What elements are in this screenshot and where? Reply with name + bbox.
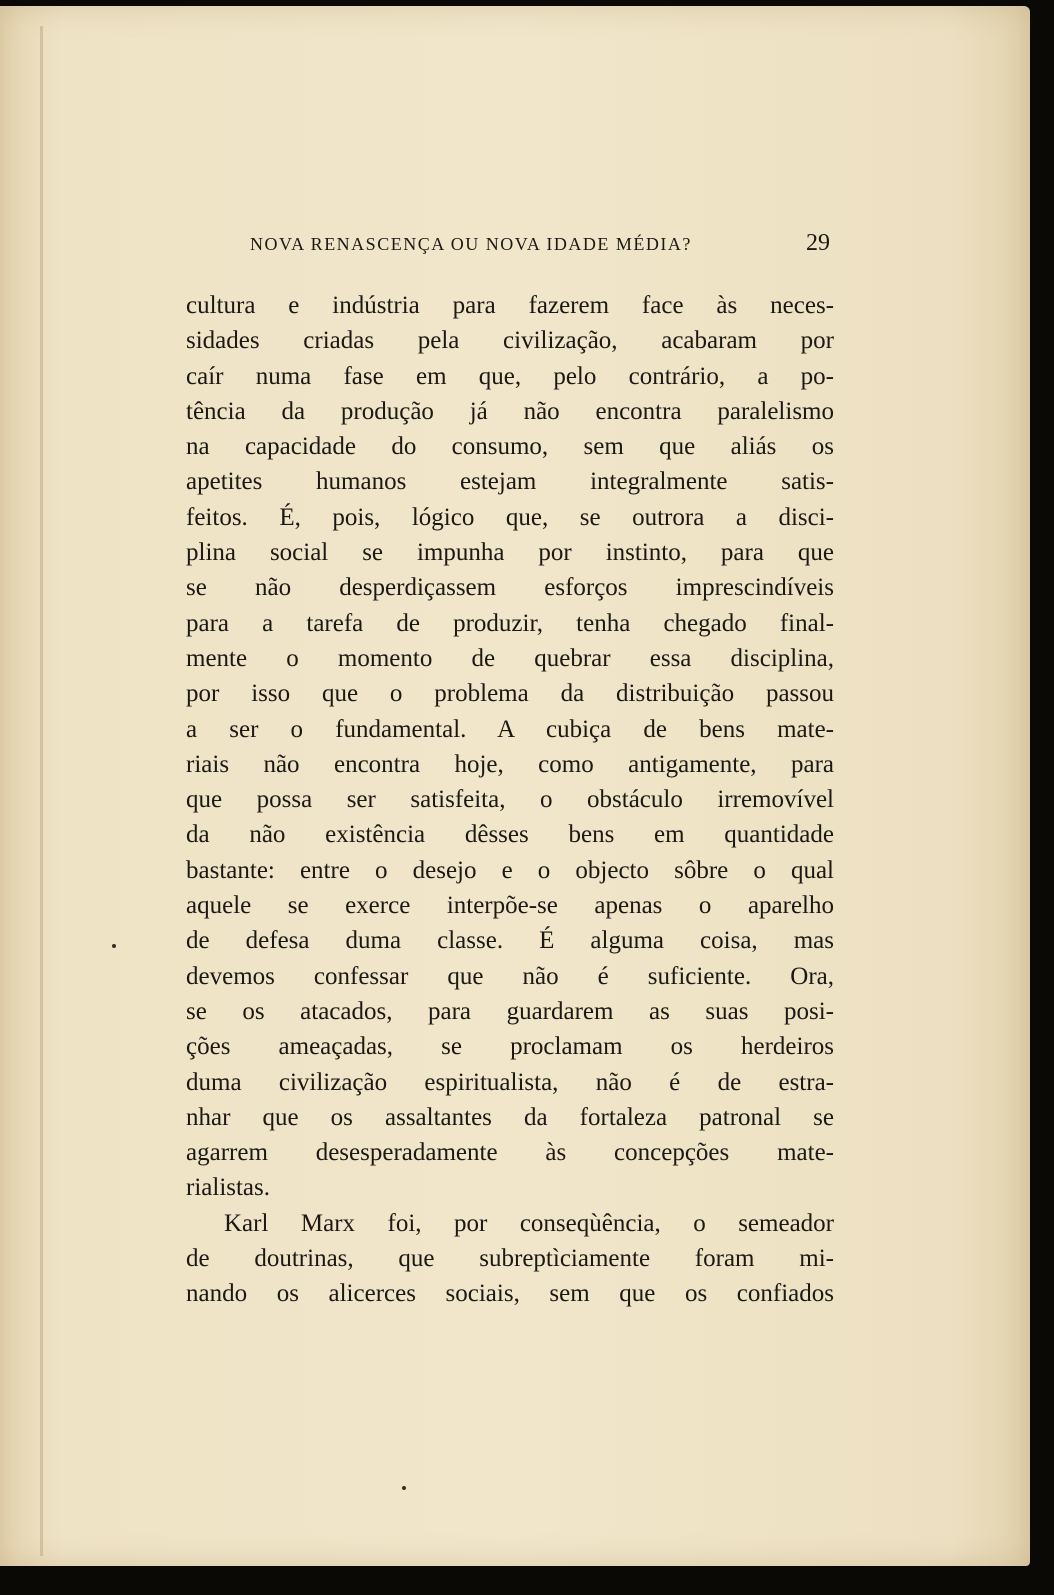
running-title: NOVA RENASCENÇA OU NOVA IDADE MÉDIA? [250, 234, 692, 254]
text-line: ções ameaçadas, se proclamam os herdeiros [186, 1033, 834, 1061]
text-line: da não existência dêsses bens em quantidade [186, 821, 834, 849]
text-line: se não desperdiçassem esforços imprescindíveis [186, 574, 834, 602]
text-line: duma civilização espiritualista, não é de estra- [186, 1068, 834, 1096]
text-line: aquele se exerce interpõe-se apenas o aparelho [186, 892, 834, 920]
text-line: a ser o fundamental. A cubiça de bens mate- [186, 715, 834, 743]
body-text [186, 288, 834, 1312]
text-line: que possa ser satisfeita, o obstáculo irremovível [186, 786, 834, 814]
text-line: sidades criadas pela civilização, acabaram por [186, 327, 834, 355]
text-line: feitos. É, pois, lógico que, se outrora a disci- [186, 503, 834, 531]
book-page [0, 6, 1030, 1566]
text-line: agarrem desesperadamente às concepções mate- [186, 1139, 834, 1167]
text-line: devemos confessar que não é suficiente. Ora, [186, 962, 834, 990]
text-line: plina social se impunha por instinto, para que [186, 539, 834, 567]
text-line: para a tarefa de produzir, tenha chegado final- [186, 609, 834, 637]
text-line: se os atacados, para guardarem as suas posi- [186, 997, 834, 1025]
text-line: por isso que o problema da distribuição passou [186, 680, 834, 708]
text-line: mente o momento de quebrar essa disciplina, [186, 644, 834, 672]
text-line: na capacidade do consumo, sem que aliás os [186, 433, 834, 461]
text-line: caír numa fase em que, pelo contrário, a po- [186, 362, 834, 390]
text-line: nando os alicerces sociais, sem que os confiados [186, 1280, 834, 1308]
paper-speck [112, 944, 116, 948]
page-gutter [40, 26, 43, 1556]
paper-speck [402, 1486, 406, 1490]
text-line: cultura e indústria para fazerem face às neces- [186, 292, 834, 319]
paragraph-end-line: rialistas. [186, 1174, 271, 1202]
text-line: riais não encontra hoje, como antigamente, para [186, 750, 834, 778]
text-line: tência da produção já não encontra paralelismo [186, 397, 834, 425]
text-line: de doutrinas, que subreptìciamente foram mi- [186, 1245, 834, 1273]
text-line: nhar que os assaltantes da fortaleza patronal se [186, 1103, 834, 1131]
page-header [250, 230, 830, 270]
text-line: apetites humanos estejam integralmente satis- [186, 468, 834, 496]
text-line: bastante: entre o desejo e o objecto sôbre o qual [186, 856, 834, 884]
paragraph-start-line: Karl Marx foi, por conseqùência, o semeador [224, 1209, 834, 1237]
page-number: 29 [806, 230, 830, 256]
text-line: de defesa duma classe. É alguma coisa, mas [186, 927, 834, 955]
